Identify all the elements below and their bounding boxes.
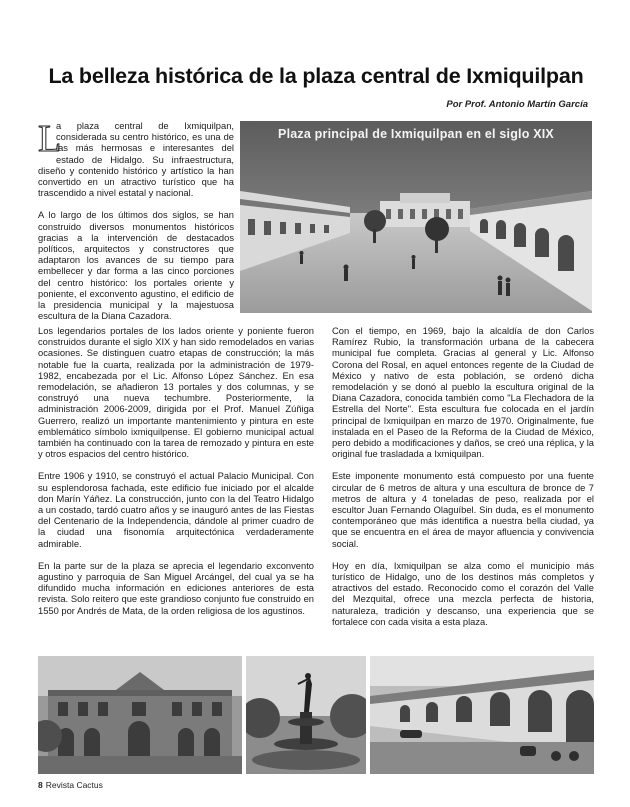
- paragraph: Entre 1906 y 1910, se construyó el actual Palacio Municipal. Con su esplendorosa fachada, este edificio fue iniciado por el alcalde don Marín Yáñez. La construcción, junto con la del Teatro Hidalgo a un costado, tardó cuatro años y se inauguró antes de las Fiestas del Centenario de la Independencia, dándole al primer cuadro de la ciudad una fisonomía arquitectónica verdaderamente admirable.: [38, 471, 314, 549]
- paragraph: Este imponente monumento está compuesto por una fuente circular de 6 metros de altura y una escultura de bronce de 7 metros de altura y 4 toneladas de peso, realizada por el escultor Juan Fernando Olaguíbel. Sin duda, es el monumento contemporáneo que más identifica a nuestra bella ciudad, ya que se encuentra en el área de mayor afluencia y convivencia social.: [332, 471, 594, 549]
- municipal-palace-illustration: [38, 656, 242, 774]
- intro-paragraph-text: a plaza central de Ixmiquilpan, considerada su centro histórico, es una de las más hermosas e interesantes del estado de Hidalgo. Su infraestructura, diseño y contenido histórico y artístico la han convertido en un atractivo turístico que ha trascendido a nivel estatal y nacional.: [38, 121, 234, 199]
- portales-arcade-photo: [370, 656, 594, 774]
- diana-fountain-illustration: [246, 656, 366, 774]
- historic-plaza-photo: [240, 121, 592, 313]
- portales-arcade-illustration: [370, 656, 594, 774]
- page-footer: [38, 780, 103, 790]
- magazine-name: Revista Cactus: [45, 780, 103, 790]
- paragraph: Hoy en día, Ixmiquilpan se alza como el municipio más turístico de Hidalgo, uno de los destinos más completos y atractivos del estado. Reconocido como el corazón del Valle del Mezquital, ofrece una mezcla perfecta de historia, naturaleza, tradición y descanso, una experiencia que se fortalece con cada visita a esta plaza.: [332, 560, 594, 627]
- historic-plaza-illustration: [240, 121, 592, 313]
- intro-paragraph: [38, 118, 234, 199]
- paragraph: A lo largo de los últimos dos siglos, se han construido diversos monumentos históricos gracias a la intervención de destacados políticos, arquitectos y constructores que adaptaron los avances de su tiempo para embellecer y dar forma a las cinco porciones del centro histórico: los portales oriente y poniente, el exconvento agustino, el edificio de la presidencia municipal y la majestuosa escultura de la Diana Cazadora.: [38, 210, 234, 322]
- left-column-top: [38, 118, 234, 322]
- paragraph: Los legendarios portales de los lados oriente y poniente fueron construidos durante el siglo XIX y han sido remodelados en varias ocasiones. Se distinguen cuatro etapas de construcción; la más notable fue la cuarta, realizada por la administración de 1979-1982, encabezada por el Lic. Alfonso López Sánchez. En esa remodelación, se añadieron 13 portales y dos columnas, y se construyó una nueva techumbre. Posteriormente, la administración 2006-2009, dirigida por el Prof. Manuel Zúñiga Guerrero, realizó un importante mantenimiento y pintura en este emblemático símbolo ixmiquilpense. El gobierno municipal actual también ha continuado con la tarea de remozado y pintura en este y otros espacios del centro histórico.: [38, 326, 314, 460]
- paragraph: En la parte sur de la plaza se aprecia el legendario exconvento agustino y parroquia de San Miguel Arcángel, del cual ya se ha difundido mucha información en ediciones anteriores de esta revista. Solo reitero que este grandioso conjunto fue construido en 1550 por Andrés de Mata, de la orden religiosa de los agustinos.: [38, 560, 314, 616]
- photo-caption: Plaza principal de Ixmiquilpan en el siglo XIX: [278, 127, 554, 141]
- page-number: 8: [38, 780, 43, 790]
- paragraph: Con el tiempo, en 1969, bajo la alcaldía de don Carlos Ramírez Rubio, la transformación urbana de la cabecera municipal fue completa. Gracias al general y Lic. Alfonso Corona del Rosal, en aquel entonces regente de la Ciudad de México y nativo de esta población, se ordenó dicha remodelación y se donó al pueblo la escultura original de la Diana Cazadora, conocida también como "La Flechadora de la Estrella del Norte". Esta escultura fue colocada en el jardín principal de Ixmiquilpan en marzo de 1970. Originalmente, fue instalada en el Paseo de la Reforma de la Ciudad de México, pero debido a modificaciones y daños, se creó una réplica, y la original fue trasladada a Ixmiquilpan.: [332, 326, 594, 460]
- article-title: La belleza histórica de la plaza central de Ixmiquilpan: [48, 64, 584, 88]
- municipal-palace-photo: [38, 656, 242, 774]
- article-byline: Por Prof. Antonio Martín García: [446, 99, 588, 110]
- diana-fountain-photo: [246, 656, 366, 774]
- right-column: [332, 326, 594, 628]
- left-column-bottom: [38, 326, 314, 617]
- drop-cap: L: [38, 118, 62, 160]
